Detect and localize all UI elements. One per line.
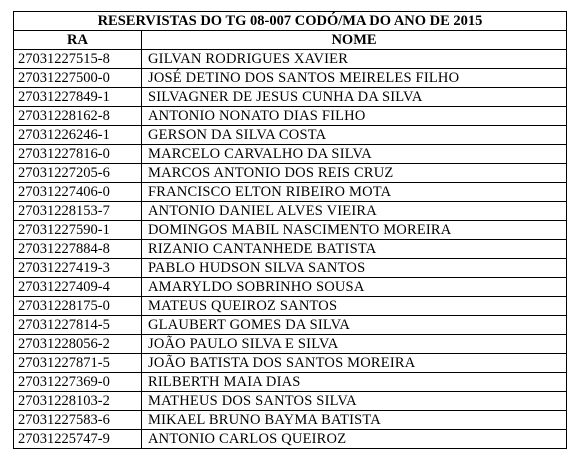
ra-cell: 27031228162-8 [14, 107, 142, 126]
ra-cell: 27031227515-8 [14, 50, 142, 69]
nome-cell: RIZANIO CANTANHEDE BATISTA [142, 240, 567, 259]
ra-cell: 27031228056-2 [14, 335, 142, 354]
ra-cell: 27031227816-0 [14, 145, 142, 164]
nome-cell: MATHEUS DOS SANTOS SILVA [142, 392, 567, 411]
nome-cell: PABLO HUDSON SILVA SANTOS [142, 259, 567, 278]
ra-cell: 27031227409-4 [14, 278, 142, 297]
table-row [14, 297, 567, 316]
ra-cell: 27031227369-0 [14, 373, 142, 392]
nome-cell: MARCOS ANTONIO DOS REIS CRUZ [142, 164, 567, 183]
table-row [14, 88, 567, 107]
table-header-row [14, 31, 567, 50]
ra-cell: 27031227590-1 [14, 221, 142, 240]
table-row [14, 164, 567, 183]
table-row [14, 373, 567, 392]
table-row [14, 145, 567, 164]
ra-cell: 27031227205-6 [14, 164, 142, 183]
nome-cell: MIKAEL BRUNO BAYMA BATISTA [142, 411, 567, 430]
nome-cell: JOSÉ DETINO DOS SANTOS MEIRELES FILHO [142, 69, 567, 88]
nome-cell: FRANCISCO ELTON RIBEIRO MOTA [142, 183, 567, 202]
table-row [14, 430, 567, 449]
nome-cell: ANTONIO CARLOS QUEIROZ [142, 430, 567, 449]
ra-cell: 27031227500-0 [14, 69, 142, 88]
nome-cell: MARCELO CARVALHO DA SILVA [142, 145, 567, 164]
nome-cell: GILVAN RODRIGUES XAVIER [142, 50, 567, 69]
table-title-row [14, 12, 567, 31]
ra-cell: 27031227884-8 [14, 240, 142, 259]
ra-cell: 27031228175-0 [14, 297, 142, 316]
table-row [14, 240, 567, 259]
ra-cell: 27031228103-2 [14, 392, 142, 411]
ra-cell: 27031227871-5 [14, 354, 142, 373]
table-row [14, 259, 567, 278]
ra-cell: 27031227583-6 [14, 411, 142, 430]
column-header-ra: RA [14, 31, 142, 50]
table-row [14, 354, 567, 373]
column-header-nome: NOME [142, 31, 567, 50]
ra-cell: 27031227406-0 [14, 183, 142, 202]
ra-cell: 27031225747-9 [14, 430, 142, 449]
table-title: RESERVISTAS DO TG 08-007 CODÓ/MA DO ANO DE 2015 [14, 12, 567, 31]
nome-cell: GLAUBERT GOMES DA SILVA [142, 316, 567, 335]
table-row [14, 411, 567, 430]
table-row [14, 392, 567, 411]
nome-cell: AMARYLDO SOBRINHO SOUSA [142, 278, 567, 297]
table-row [14, 221, 567, 240]
ra-cell: 27031227814-5 [14, 316, 142, 335]
table-row [14, 107, 567, 126]
table-row [14, 69, 567, 88]
reservist-list-document [13, 11, 566, 449]
table-row [14, 126, 567, 145]
table-body [14, 50, 567, 449]
nome-cell: ANTONIO DANIEL ALVES VIEIRA [142, 202, 567, 221]
ra-cell: 27031226246-1 [14, 126, 142, 145]
ra-cell: 27031228153-7 [14, 202, 142, 221]
table-row [14, 202, 567, 221]
reservist-table [13, 11, 567, 449]
table-row [14, 316, 567, 335]
table-row [14, 278, 567, 297]
nome-cell: JOÃO BATISTA DOS SANTOS MOREIRA [142, 354, 567, 373]
nome-cell: JOÃO PAULO SILVA E SILVA [142, 335, 567, 354]
table-row [14, 335, 567, 354]
nome-cell: ANTONIO NONATO DIAS FILHO [142, 107, 567, 126]
nome-cell: SILVAGNER DE JESUS CUNHA DA SILVA [142, 88, 567, 107]
ra-cell: 27031227849-1 [14, 88, 142, 107]
nome-cell: MATEUS QUEIROZ SANTOS [142, 297, 567, 316]
nome-cell: DOMINGOS MABIL NASCIMENTO MOREIRA [142, 221, 567, 240]
table-row [14, 50, 567, 69]
nome-cell: RILBERTH MAIA DIAS [142, 373, 567, 392]
ra-cell: 27031227419-3 [14, 259, 142, 278]
table-row [14, 183, 567, 202]
nome-cell: GERSON DA SILVA COSTA [142, 126, 567, 145]
